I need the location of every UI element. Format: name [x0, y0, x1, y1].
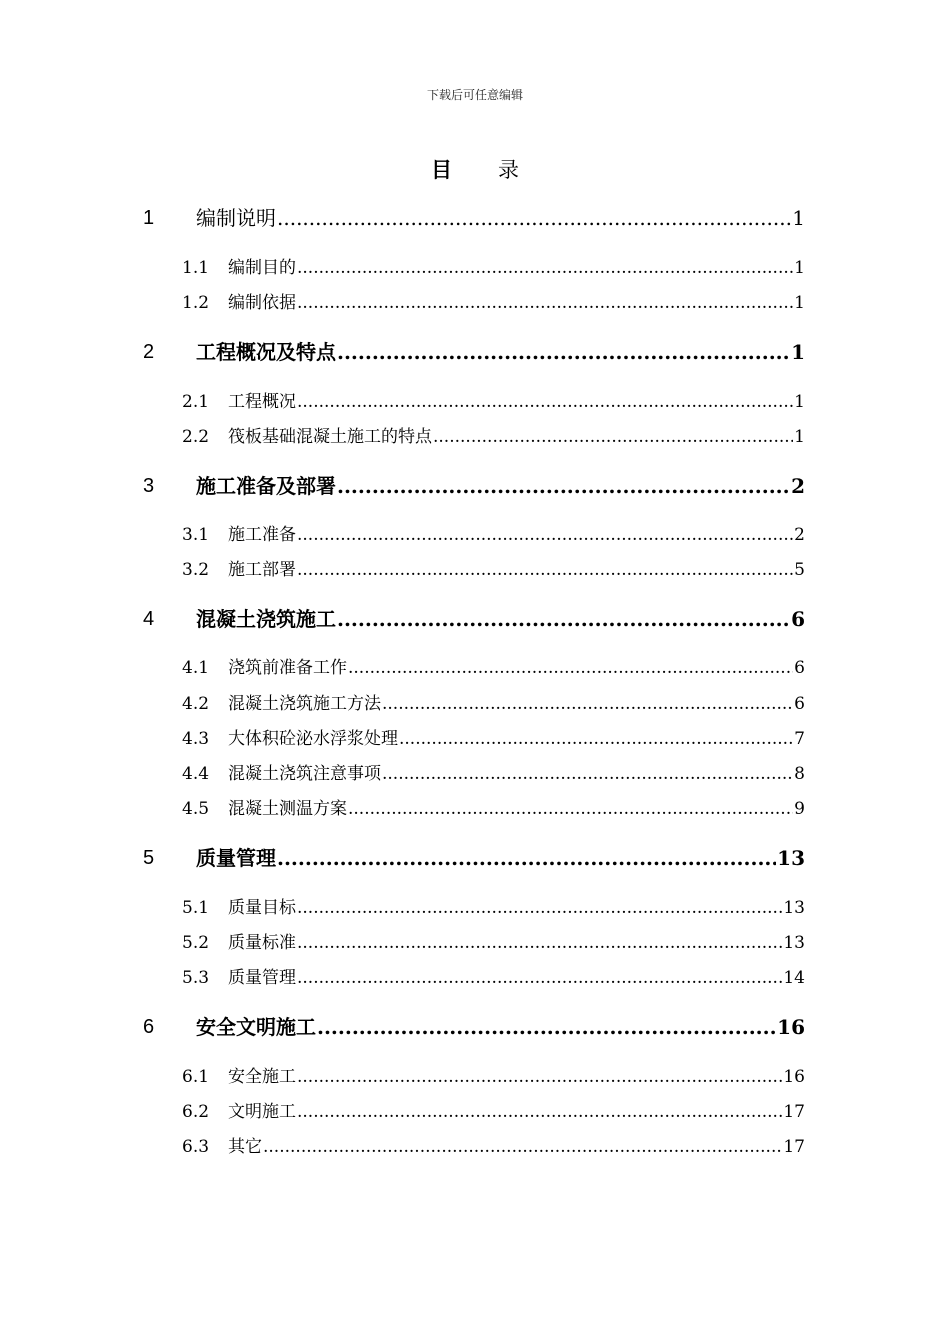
- toc-label: 筏板基础混凝土施工的特点: [228, 427, 432, 447]
- dot-leader: [348, 653, 793, 683]
- toc-label: 安全文明施工: [196, 1015, 316, 1039]
- dot-leader: [297, 387, 793, 417]
- toc-page: 16: [777, 1015, 805, 1039]
- dot-leader: [277, 843, 776, 873]
- toc-page: 17: [783, 1137, 805, 1157]
- toc-page: 1: [792, 206, 805, 230]
- toc-subsection-2-2[interactable]: [0, 422, 950, 452]
- dot-leader: [297, 1097, 782, 1127]
- toc-number: 6.3: [182, 1137, 210, 1157]
- toc-page: 16: [783, 1067, 805, 1087]
- dot-leader: [297, 288, 793, 318]
- toc-page: 2: [794, 525, 805, 545]
- toc-subsection-4-3[interactable]: [0, 724, 950, 754]
- toc-subsection-6-1[interactable]: [0, 1062, 950, 1092]
- toc-page: 2: [791, 474, 805, 498]
- toc-page: 5: [794, 560, 805, 580]
- toc-label: 质量管理: [228, 968, 296, 988]
- dot-leader: [337, 337, 790, 367]
- toc-label: 大体积砼泌水浮浆处理: [228, 729, 398, 749]
- toc-number: 4.5: [182, 799, 210, 819]
- dot-leader: [297, 520, 793, 550]
- toc-subsection-5-3[interactable]: [0, 963, 950, 993]
- toc-label: 质量标准: [228, 933, 296, 953]
- toc-subsection-5-1[interactable]: [0, 893, 950, 923]
- toc-page: 14: [783, 968, 805, 988]
- toc-page: 13: [777, 846, 805, 870]
- dot-leader: [297, 963, 782, 993]
- dot-leader: [277, 203, 791, 233]
- toc-subsection-3-1[interactable]: [0, 520, 950, 550]
- dot-leader: [297, 555, 793, 585]
- toc-number: 4.2: [182, 694, 210, 714]
- dot-leader: [297, 928, 782, 958]
- dot-leader: [337, 471, 790, 501]
- toc-number: 4.4: [182, 764, 210, 784]
- toc-label: 编制依据: [228, 293, 296, 313]
- page-title: [0, 154, 950, 184]
- dot-leader: [399, 724, 793, 754]
- header-note: 下载后可任意编辑: [426, 88, 523, 102]
- toc-number: 3.2: [182, 560, 210, 580]
- toc-number: 1.1: [182, 258, 210, 278]
- toc-number: 2.2: [182, 427, 210, 447]
- toc-page: 6: [794, 694, 805, 714]
- dot-leader: [337, 604, 790, 634]
- toc-label: 混凝土浇筑注意事项: [228, 764, 381, 784]
- toc-section-5[interactable]: [0, 843, 950, 873]
- toc-subsection-4-2[interactable]: [0, 689, 950, 719]
- toc-subsection-6-2[interactable]: [0, 1097, 950, 1127]
- dot-leader: [297, 253, 793, 283]
- toc-page: 9: [794, 799, 805, 819]
- toc-label: 混凝土浇筑施工方法: [228, 694, 381, 714]
- toc-page: 1: [794, 392, 805, 412]
- toc-number: 2.1: [182, 392, 210, 412]
- dot-leader: [433, 422, 793, 452]
- toc-number: 5: [143, 847, 155, 869]
- toc-number: 2: [143, 341, 155, 363]
- toc-subsection-2-1[interactable]: [0, 387, 950, 417]
- toc-label: 编制目的: [228, 258, 296, 278]
- toc-section-3[interactable]: [0, 471, 950, 501]
- dot-leader: [382, 689, 793, 719]
- toc-page: 6: [791, 607, 805, 631]
- toc-number: 1.2: [182, 293, 210, 313]
- toc-label: 安全施工: [228, 1067, 296, 1087]
- title-char-2: 录: [498, 158, 519, 182]
- toc-page: 13: [783, 933, 805, 953]
- toc-page: 1: [794, 258, 805, 278]
- dot-leader: [263, 1132, 782, 1162]
- toc-number: 6.2: [182, 1102, 210, 1122]
- toc-label: 施工准备及部署: [196, 474, 336, 498]
- toc-page: 1: [791, 340, 805, 364]
- toc-label: 施工部署: [228, 560, 296, 580]
- toc-label: 混凝土浇筑施工: [196, 607, 336, 631]
- toc-label: 其它: [228, 1137, 262, 1157]
- toc-page: 6: [794, 658, 805, 678]
- toc-number: 6: [143, 1016, 155, 1038]
- title-char-1: 目: [431, 158, 452, 182]
- toc-number: 4.1: [182, 658, 210, 678]
- toc-subsection-4-1[interactable]: [0, 653, 950, 683]
- toc-number: 5.1: [182, 898, 210, 918]
- toc-label: 质量管理: [196, 846, 276, 870]
- toc-label: 混凝土测温方案: [228, 799, 347, 819]
- dot-leader: [297, 1062, 782, 1092]
- toc-number: 3.1: [182, 525, 210, 545]
- toc-page: 17: [783, 1102, 805, 1122]
- toc-number: 5.3: [182, 968, 210, 988]
- toc-section-4[interactable]: [0, 604, 950, 634]
- toc-number: 4.3: [182, 729, 210, 749]
- toc-subsection-4-5[interactable]: [0, 794, 950, 824]
- toc-section-1[interactable]: [0, 203, 950, 233]
- toc-number: 6.1: [182, 1067, 210, 1087]
- toc-page: 13: [783, 898, 805, 918]
- toc-label: 工程概况: [228, 392, 296, 412]
- dot-leader: [297, 893, 782, 923]
- toc-label: 工程概况及特点: [196, 340, 336, 364]
- toc-subsection-1-2[interactable]: [0, 288, 950, 318]
- toc-label: 施工准备: [228, 525, 296, 545]
- toc-section-6[interactable]: [0, 1012, 950, 1042]
- toc-subsection-5-2[interactable]: [0, 928, 950, 958]
- toc-page: 7: [794, 729, 805, 749]
- toc-label: 编制说明: [196, 206, 276, 230]
- toc-page: 1: [794, 293, 805, 313]
- toc-number: 1: [143, 207, 155, 229]
- toc-subsection-1-1[interactable]: [0, 253, 950, 283]
- toc-label: 质量目标: [228, 898, 296, 918]
- toc-section-2[interactable]: [0, 337, 950, 367]
- dot-leader: [382, 759, 793, 789]
- toc-subsection-3-2[interactable]: [0, 555, 950, 585]
- toc-number: 5.2: [182, 933, 210, 953]
- toc-number: 3: [143, 475, 155, 497]
- toc-number: 4: [143, 608, 155, 630]
- toc-page: 1: [794, 427, 805, 447]
- toc-subsection-6-3[interactable]: [0, 1132, 950, 1162]
- dot-leader: [348, 794, 793, 824]
- toc-label: 浇筑前准备工作: [228, 658, 347, 678]
- toc-label: 文明施工: [228, 1102, 296, 1122]
- dot-leader: [317, 1012, 776, 1042]
- toc-page: 8: [794, 764, 805, 784]
- toc-subsection-4-4[interactable]: [0, 759, 950, 789]
